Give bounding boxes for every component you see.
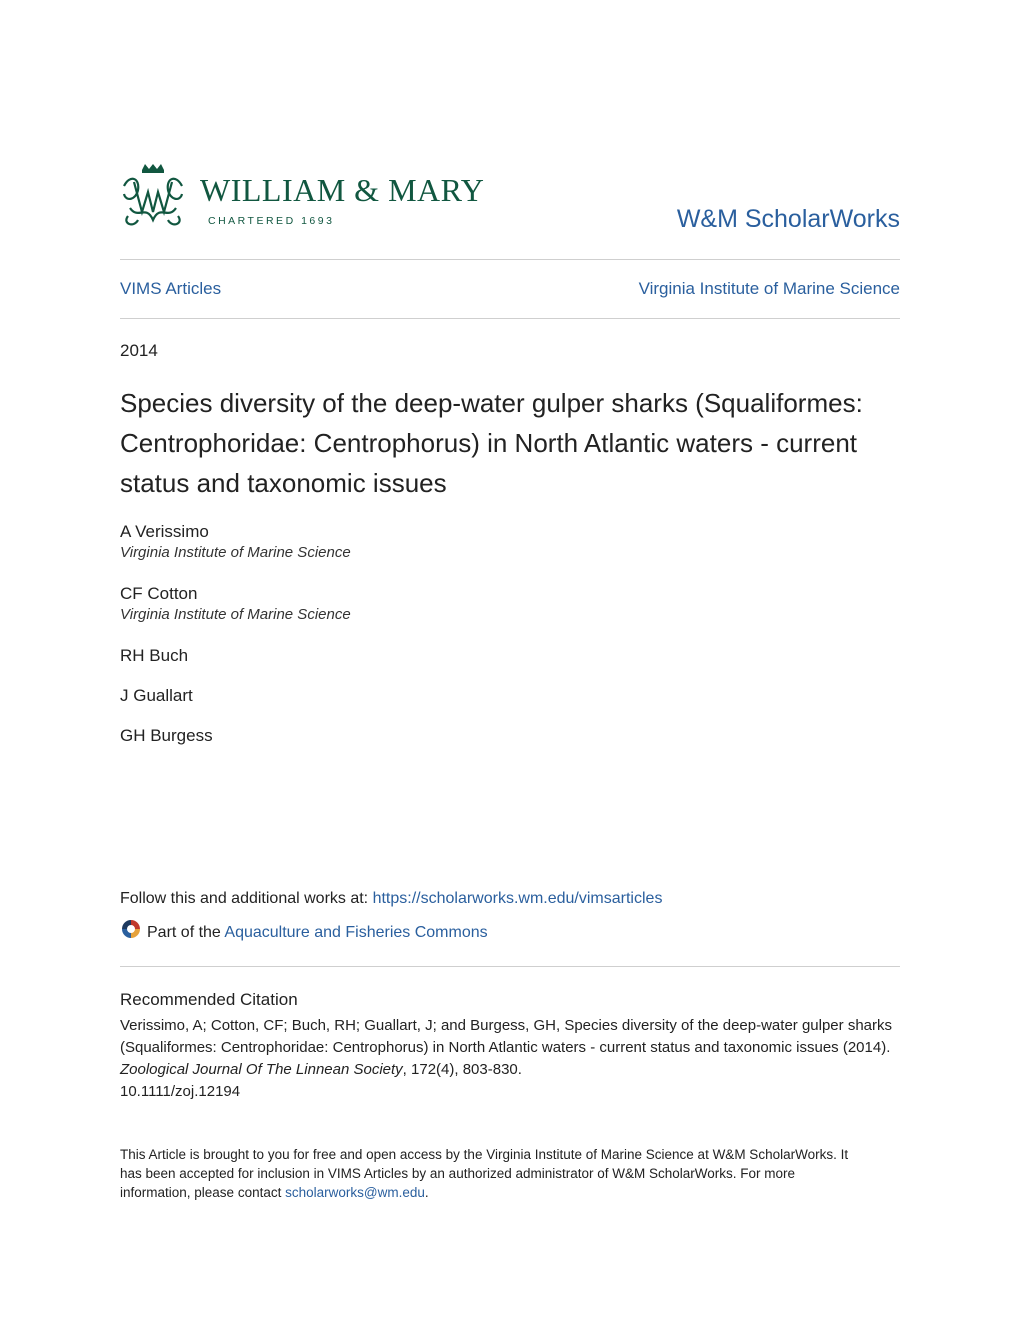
logo-wordmark: WILLIAM & MARY: [200, 172, 485, 208]
site-title-link[interactable]: W&M ScholarWorks: [676, 205, 900, 233]
divider: [120, 259, 900, 260]
logo-subtitle: CHARTERED 1693: [208, 215, 335, 227]
department-link[interactable]: Virginia Institute of Marine Science: [638, 279, 900, 298]
divider: [120, 318, 900, 319]
commons-link[interactable]: Aquaculture and Fisheries Commons: [224, 924, 488, 941]
network-commons-icon: [120, 918, 142, 940]
series-link[interactable]: VIMS Articles: [120, 279, 222, 298]
citation-doi: 10.1111/zoj.12194: [120, 1083, 241, 1100]
follow-line: [120, 890, 662, 908]
author-entry: [120, 686, 820, 706]
contact-email-link[interactable]: scholarworks@wm.edu: [285, 1185, 425, 1200]
author-entry: [120, 584, 820, 626]
author-affiliation: Virginia Institute of Marine Science: [120, 544, 351, 561]
follow-text: Follow this and additional works at:: [120, 890, 373, 907]
access-statement-end: .: [424, 1185, 429, 1200]
author-entry: [120, 522, 820, 564]
author-name: RH Buch: [120, 646, 189, 665]
citation-volume-pages: , 172(4), 803-830.: [402, 1061, 522, 1078]
author-entry: [120, 726, 820, 746]
author-affiliation: Virginia Institute of Marine Science: [120, 606, 351, 623]
access-statement-text: This Article is brought to you for free and open access by the Virginia Institute of Marine Science at W&M ScholarWorks. It has been accepted for inclusion in VIMS Articles by an authorized administrator of W&M ScholarWorks. For more information, please contact: [120, 1147, 849, 1200]
citation-heading: Recommended Citation: [120, 990, 298, 1009]
part-of-text: Part of the: [147, 924, 225, 941]
author-name: GH Burgess: [120, 726, 213, 745]
citation-journal: Zoological Journal Of The Linnean Society: [120, 1061, 403, 1078]
author-name: A Verissimo: [120, 522, 209, 541]
author-name: J Guallart: [120, 686, 193, 705]
collection-url-link[interactable]: https://scholarworks.wm.edu/vimsarticles: [372, 890, 663, 907]
citation-authors-title: Verissimo, A; Cotton, CF; Buch, RH; Guallart, J; and Burgess, GH, Species diversity of the deep-water gulper sharks (Squaliformes: Centrophoridae: Centrophorus) in North Atlantic waters - current status and taxonomic issues (2014).: [120, 1017, 892, 1056]
author-name: CF Cotton: [120, 584, 198, 603]
publication-year: 2014: [120, 341, 158, 360]
william-mary-logo: [120, 164, 490, 232]
part-of-line: [120, 919, 488, 942]
access-statement: [120, 1145, 860, 1202]
citation-text: [120, 1015, 905, 1103]
article-title: Species diversity of the deep-water gulper sharks (Squaliformes: Centrophoridae: Centrophorus) in North Atlantic waters - current status and taxonomic issues: [120, 388, 863, 498]
author-list: [120, 522, 820, 746]
divider: [120, 966, 900, 967]
author-entry: [120, 646, 820, 666]
